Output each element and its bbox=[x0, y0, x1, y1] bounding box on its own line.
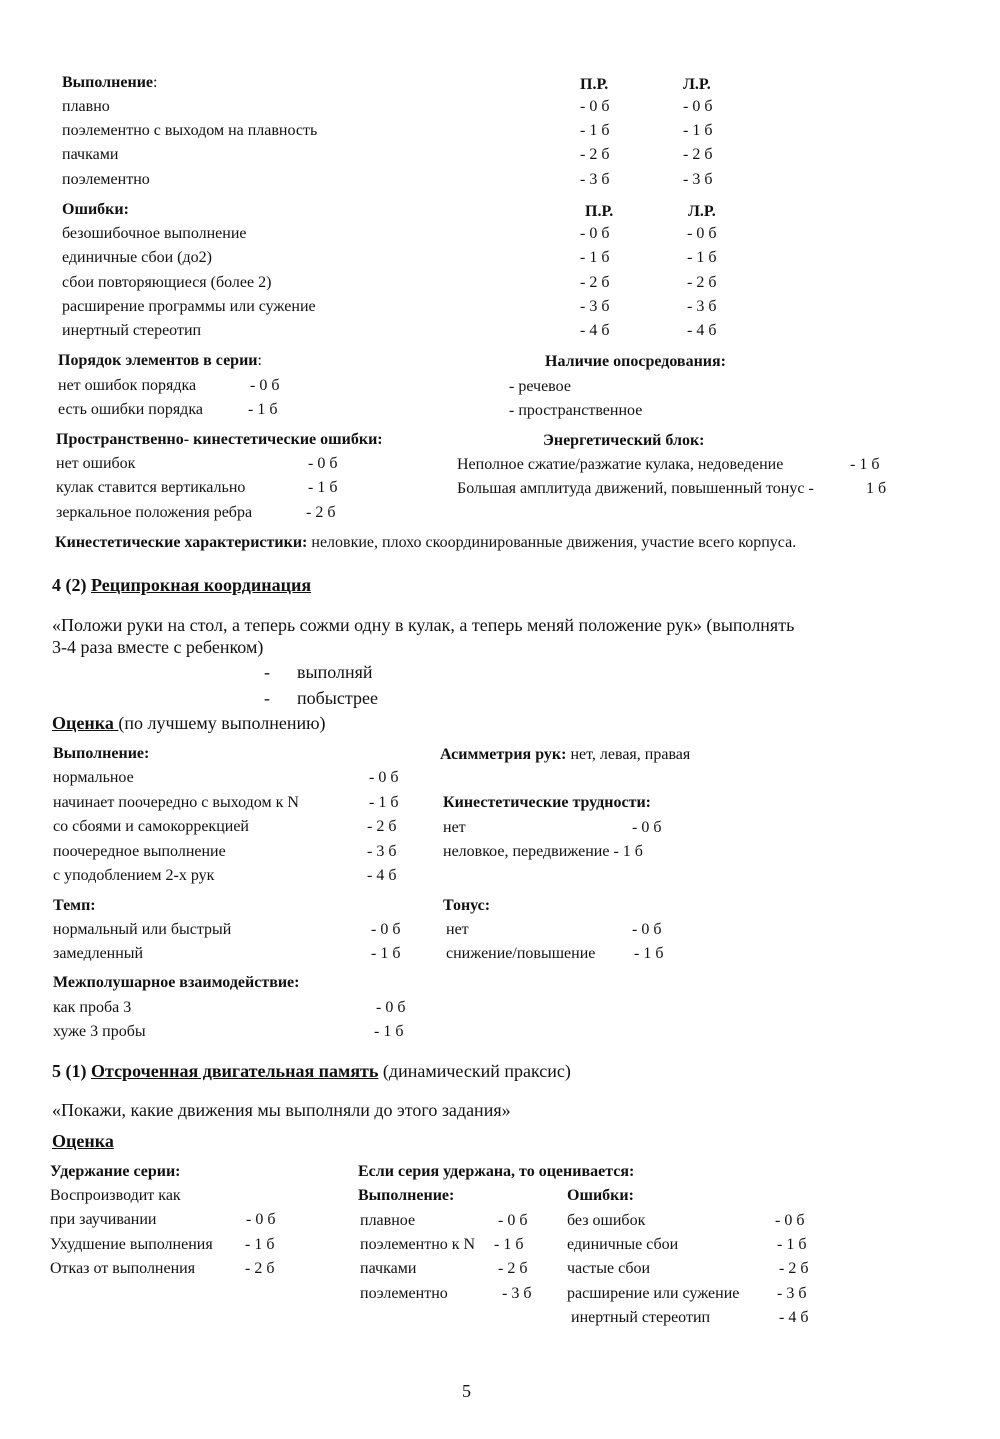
row-label: Большая амплитуда движений, повышенный тонус - bbox=[457, 480, 814, 497]
score: - 2 б bbox=[245, 1260, 275, 1277]
score-pr: - 3 б bbox=[580, 171, 610, 188]
errors-heading: Ошибки: bbox=[567, 1187, 634, 1204]
instruction-line: 3-4 раза вместе с ребенком) bbox=[52, 637, 264, 657]
row-label: расширение программы или сужение bbox=[62, 298, 316, 315]
instruction-line: «Положи руки на стол, а теперь сожми одну в кулак, а теперь меняй положение рук» (выполнять bbox=[52, 615, 795, 635]
rating-heading: Оценка (по лучшему выполнению) bbox=[52, 713, 326, 733]
left-hand-column-header: Л.Р. bbox=[683, 76, 711, 93]
row-label: частые сбои bbox=[567, 1260, 651, 1277]
score: - 0 б bbox=[632, 819, 662, 836]
row-label: поочередное выполнение bbox=[53, 843, 226, 860]
row-label: Отказ от выполнения bbox=[50, 1260, 196, 1277]
row-label: поэлементно bbox=[360, 1285, 448, 1302]
score-lr: - 0 б bbox=[683, 98, 713, 115]
score-pr: - 0 б bbox=[580, 225, 610, 242]
row-label: единичные сбои bbox=[567, 1236, 679, 1253]
row-label: нормальный или быстрый bbox=[53, 921, 232, 938]
errors-heading: Ошибки: bbox=[62, 201, 129, 218]
row-label: зеркальное положения ребра bbox=[56, 504, 253, 521]
bullet-dash: - bbox=[264, 662, 270, 682]
row-label: нет bbox=[443, 819, 466, 836]
tempo-heading: Темп: bbox=[53, 897, 96, 914]
score-pr: - 2 б bbox=[580, 274, 610, 291]
score: - 0 б bbox=[246, 1211, 276, 1228]
score: - 2 б bbox=[498, 1260, 528, 1277]
section-5-title: 5 (1) Отсроченная двигательная память (динамический праксис) bbox=[52, 1061, 571, 1081]
bullet-text: выполняй bbox=[297, 662, 373, 682]
score: 1 б bbox=[866, 480, 887, 497]
score-pr: - 1 б bbox=[580, 249, 610, 266]
score: - 1 б bbox=[777, 1236, 807, 1253]
score-pr: - 1 б bbox=[580, 122, 610, 139]
row-label: единичные сбои (до2) bbox=[62, 249, 212, 266]
row-label: со сбоями и самокоррекцией bbox=[53, 818, 249, 835]
order-heading: Порядок элементов в серии: bbox=[58, 352, 262, 369]
row-label: Воспроизводит как bbox=[50, 1187, 181, 1204]
row-label: нет bbox=[446, 921, 469, 938]
score: - 2 б bbox=[779, 1260, 809, 1277]
section-4-title: 4 (2) Реципрокная координация bbox=[52, 575, 312, 595]
retention-heading: Удержание серии: bbox=[50, 1163, 181, 1180]
row-label: начинает поочередно с выходом к N bbox=[53, 794, 299, 811]
row-label: плавно bbox=[62, 98, 110, 115]
score-lr: - 1 б bbox=[683, 122, 713, 139]
score: - 1 б bbox=[308, 479, 338, 496]
row-label: с уподоблением 2-х рук bbox=[53, 867, 215, 884]
row-label: расширение или сужение bbox=[567, 1285, 740, 1302]
score: - 4 б bbox=[367, 867, 397, 884]
row-label: неловкое, передвижение - 1 б bbox=[443, 843, 643, 860]
left-hand-column-header: Л.Р. bbox=[688, 203, 716, 220]
if-retained-heading: Если серия удержана, то оценивается: bbox=[358, 1163, 635, 1180]
tonus-heading: Тонус: bbox=[443, 897, 491, 914]
bullet-text: побыстрее bbox=[297, 688, 378, 708]
score: - 0 б bbox=[250, 377, 280, 394]
row-label: хуже 3 пробы bbox=[53, 1023, 146, 1040]
score: - 1 б bbox=[248, 401, 278, 418]
score: - 3 б bbox=[777, 1285, 807, 1302]
score-lr: - 0 б bbox=[687, 225, 717, 242]
execution-heading: Выполнение: bbox=[53, 745, 150, 762]
hand-asymmetry: Асимметрия рук: нет, левая, правая bbox=[440, 746, 691, 763]
row-label: нет ошибок bbox=[56, 455, 136, 472]
score-pr: - 4 б bbox=[580, 322, 610, 339]
row-label: кулак ставится вертикально bbox=[56, 479, 246, 496]
kinesthetic-difficulties-heading: Кинестетические трудности: bbox=[443, 794, 651, 811]
row-label: поэлементно к N bbox=[360, 1236, 476, 1253]
kinesthetic-characteristics: Кинестетические характеристики: неловкие, плохо скоординированные движения, участие всего корпуса. bbox=[55, 534, 797, 551]
score-pr: - 2 б bbox=[580, 146, 610, 163]
score-lr: - 2 б bbox=[683, 146, 713, 163]
right-hand-column-header: П.Р. bbox=[580, 76, 609, 93]
row-label: сбои повторяющиеся (более 2) bbox=[62, 274, 272, 291]
score-lr: - 3 б bbox=[687, 298, 717, 315]
row-label: пачками bbox=[62, 146, 119, 163]
row-label: как проба 3 bbox=[53, 999, 132, 1016]
score: - 0 б bbox=[371, 921, 401, 938]
row-label: нормальное bbox=[53, 769, 134, 786]
row-label: пачками bbox=[360, 1260, 417, 1277]
rating-heading: Оценка bbox=[52, 1131, 114, 1151]
row-label: Ухудшение выполнения bbox=[50, 1236, 213, 1253]
row-label: без ошибок bbox=[567, 1212, 646, 1229]
score: - 0 б bbox=[376, 999, 406, 1016]
row-label: инертный стереотип bbox=[571, 1309, 711, 1326]
spatial-errors-heading: Пространственно- кинестетические ошибки: bbox=[56, 431, 383, 448]
row-label: плавное bbox=[360, 1212, 416, 1229]
list-item: - пространственное bbox=[509, 402, 643, 419]
execution-heading: Выполнение: bbox=[358, 1187, 455, 1204]
instruction-line: «Покажи, какие движения мы выполняли до этого задания» bbox=[52, 1100, 511, 1120]
row-label: Неполное сжатие/разжатие кулака, недоведение bbox=[457, 456, 784, 473]
score: - 1 б bbox=[850, 456, 880, 473]
score: - 1 б bbox=[494, 1236, 524, 1253]
score-lr: - 3 б bbox=[683, 171, 713, 188]
score: - 1 б bbox=[374, 1023, 404, 1040]
score: - 3 б bbox=[502, 1285, 532, 1302]
score-lr: - 4 б bbox=[687, 322, 717, 339]
score: - 2 б bbox=[306, 504, 336, 521]
right-hand-column-header: П.Р. bbox=[585, 203, 614, 220]
score: - 0 б bbox=[498, 1212, 528, 1229]
score-pr: - 0 б bbox=[580, 98, 610, 115]
row-label: безошибочное выполнение bbox=[62, 225, 247, 242]
score: - 3 б bbox=[367, 843, 397, 860]
row-label: при заучивании bbox=[50, 1211, 157, 1228]
bullet-dash: - bbox=[264, 688, 270, 708]
row-label: поэлементно bbox=[62, 171, 150, 188]
energy-block-heading: Энергетический блок: bbox=[543, 432, 705, 449]
score: - 1 б bbox=[371, 945, 401, 962]
score: - 2 б bbox=[367, 818, 397, 835]
score: - 1 б bbox=[634, 945, 664, 962]
score: - 0 б bbox=[308, 455, 338, 472]
score: - 0 б bbox=[369, 769, 399, 786]
score: - 0 б bbox=[632, 921, 662, 938]
list-item: - речевое bbox=[509, 378, 571, 395]
score: - 1 б bbox=[245, 1236, 275, 1253]
score-lr: - 2 б bbox=[687, 274, 717, 291]
row-label: снижение/повышение bbox=[446, 945, 596, 962]
row-label: замедленный bbox=[53, 945, 144, 962]
score-lr: - 1 б bbox=[687, 249, 717, 266]
score-pr: - 3 б bbox=[580, 298, 610, 315]
row-label: поэлементно с выходом на плавность bbox=[62, 122, 318, 139]
mediation-heading: Наличие опосредования: bbox=[545, 353, 726, 370]
score: - 1 б bbox=[369, 794, 399, 811]
execution-heading: Выполнение: bbox=[62, 74, 158, 91]
row-label: есть ошибки порядка bbox=[58, 401, 203, 418]
row-label: инертный стереотип bbox=[62, 322, 202, 339]
interhemispheric-heading: Межполушарное взаимодействие: bbox=[53, 974, 300, 991]
score: - 4 б bbox=[779, 1309, 809, 1326]
row-label: нет ошибок порядка bbox=[58, 377, 197, 394]
page-number: 5 bbox=[462, 1381, 471, 1401]
score: - 0 б bbox=[775, 1212, 805, 1229]
